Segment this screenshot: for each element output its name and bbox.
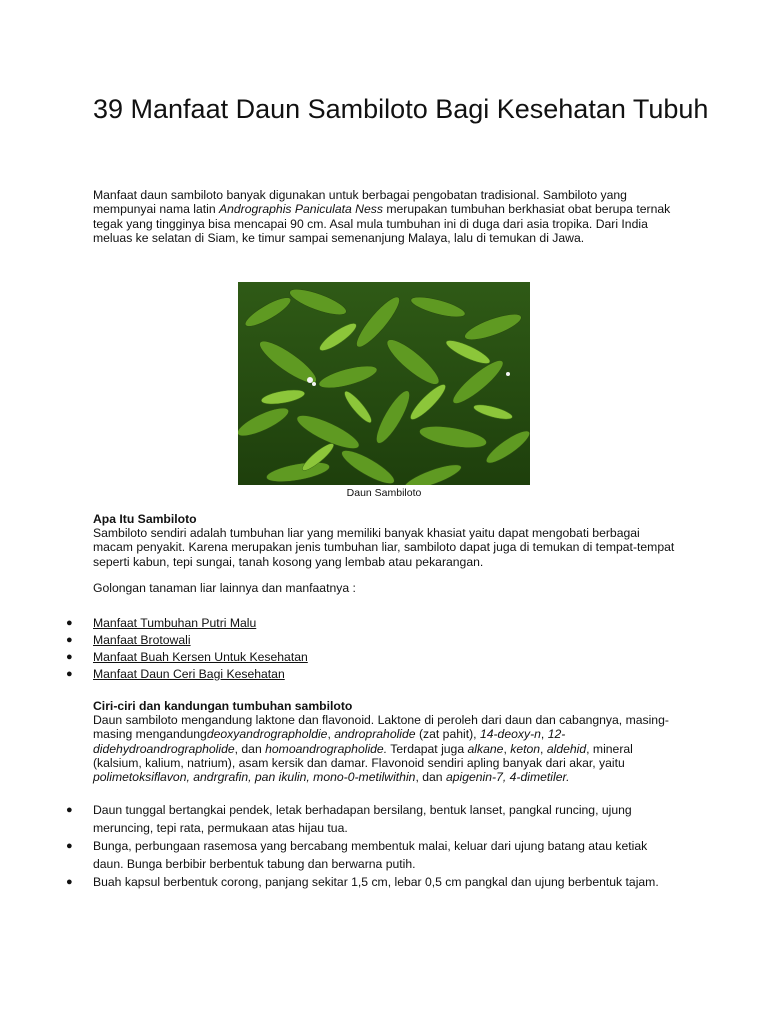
section-paragraph-apa-itu: Sambiloto sendiri adalah tumbuhan liar yang memiliki banyak khasiat yaitu dapat mengobati berbagai macam penyakit. Karena merupakan jenis tumbuhan liar, sambiloto dapat juga di temukan di tempat-tempat seperti kabun, tepi sungai, tanah kosong yang lembab atau pekarangan. [93,526,675,569]
list-item-text: Buah kapsul berbentuk corong, panjang sekitar 1,5 cm, lebar 0,5 cm pangkal dan ujung berbentuk tajam. [93,875,659,889]
related-lead-text: Golongan tanaman liar lainnya dan manfaatnya : [93,581,356,595]
section-heading-apa-itu: Apa Itu Sambiloto [93,512,197,526]
list-item [0,666,308,683]
page-title: 39 Manfaat Daun Sambiloto Bagi Kesehatan Tubuh [93,94,709,124]
list-item [0,632,308,649]
sambiloto-plant-photo [238,282,530,485]
bullet-icon: ● [66,668,73,680]
link-buah-kersen[interactable]: Manfaat Buah Kersen Untuk Kesehatan [93,650,308,664]
related-links-list [0,615,308,683]
bullet-icon: ● [66,634,73,646]
bullet-icon: ● [66,840,73,852]
section-paragraph-kandungan: Daun sambiloto mengandung laktone dan flavonoid. Laktone di peroleh dari daun dan cabangnya, masing-masing mengandungdeoxyandrographoldie, andropraholide (zat pahit), 14-deoxy-n, 12-didehydroandrographolide, dan homoandrographolide. Terdapat juga alkane, keton, aldehid, mineral (kalsium, kalium, natrium), asam kersik dan damar. Flavonoid sendiri apling banyak dari akar, yaitu polimetoksiflavon, andrgrafin, pan ikulin, mono-0-metilwithin, dan apigenin-7, 4-dimetiler. [93,713,669,785]
bullet-icon: ● [66,876,73,888]
characteristics-list [0,801,668,891]
list-item [0,615,308,632]
list-item-text: Bunga, perbungaan rasemosa yang bercabang membentuk malai, keluar dari ujung batang atau ketiak daun. Bunga berbibir berbentuk tabung dan berwarna putih. [93,839,648,871]
link-brotowali[interactable]: Manfaat Brotowali [93,633,191,647]
bullet-icon: ● [66,651,73,663]
section-heading-ciri-ciri: Ciri-ciri dan kandungan tumbuhan sambiloto [93,699,353,713]
list-item [0,649,308,666]
bullet-icon: ● [66,617,73,629]
list-item [0,873,668,891]
figure-caption: Daun Sambiloto [346,487,422,499]
list-item [0,801,668,837]
intro-paragraph: Manfaat daun sambiloto banyak digunakan untuk berbagai pengobatan tradisional. Sambiloto yang mempunyai nama latin Andrographis Paniculata Ness merupakan tumbuhan berkhasiat obat berupa ternak tegak yang tingginya bisa mencapai 90 cm. Asal mula tumbuhan ini di duga dari asia tropika. Dari India meluas ke selatan di Siam, ke timur sampai semenanjung Malaya, lalu di temukan di Jawa. [93,188,671,245]
list-item [0,837,668,873]
bullet-icon: ● [66,804,73,816]
list-item-text: Daun tunggal bertangkai pendek, letak berhadapan bersilang, bentuk lanset, pangkal runcing, ujung meruncing, tepi rata, permukaan atas hijau tua. [93,803,632,835]
link-putri-malu[interactable]: Manfaat Tumbuhan Putri Malu [93,616,257,630]
link-daun-ceri[interactable]: Manfaat Daun Ceri Bagi Kesehatan [93,667,285,681]
